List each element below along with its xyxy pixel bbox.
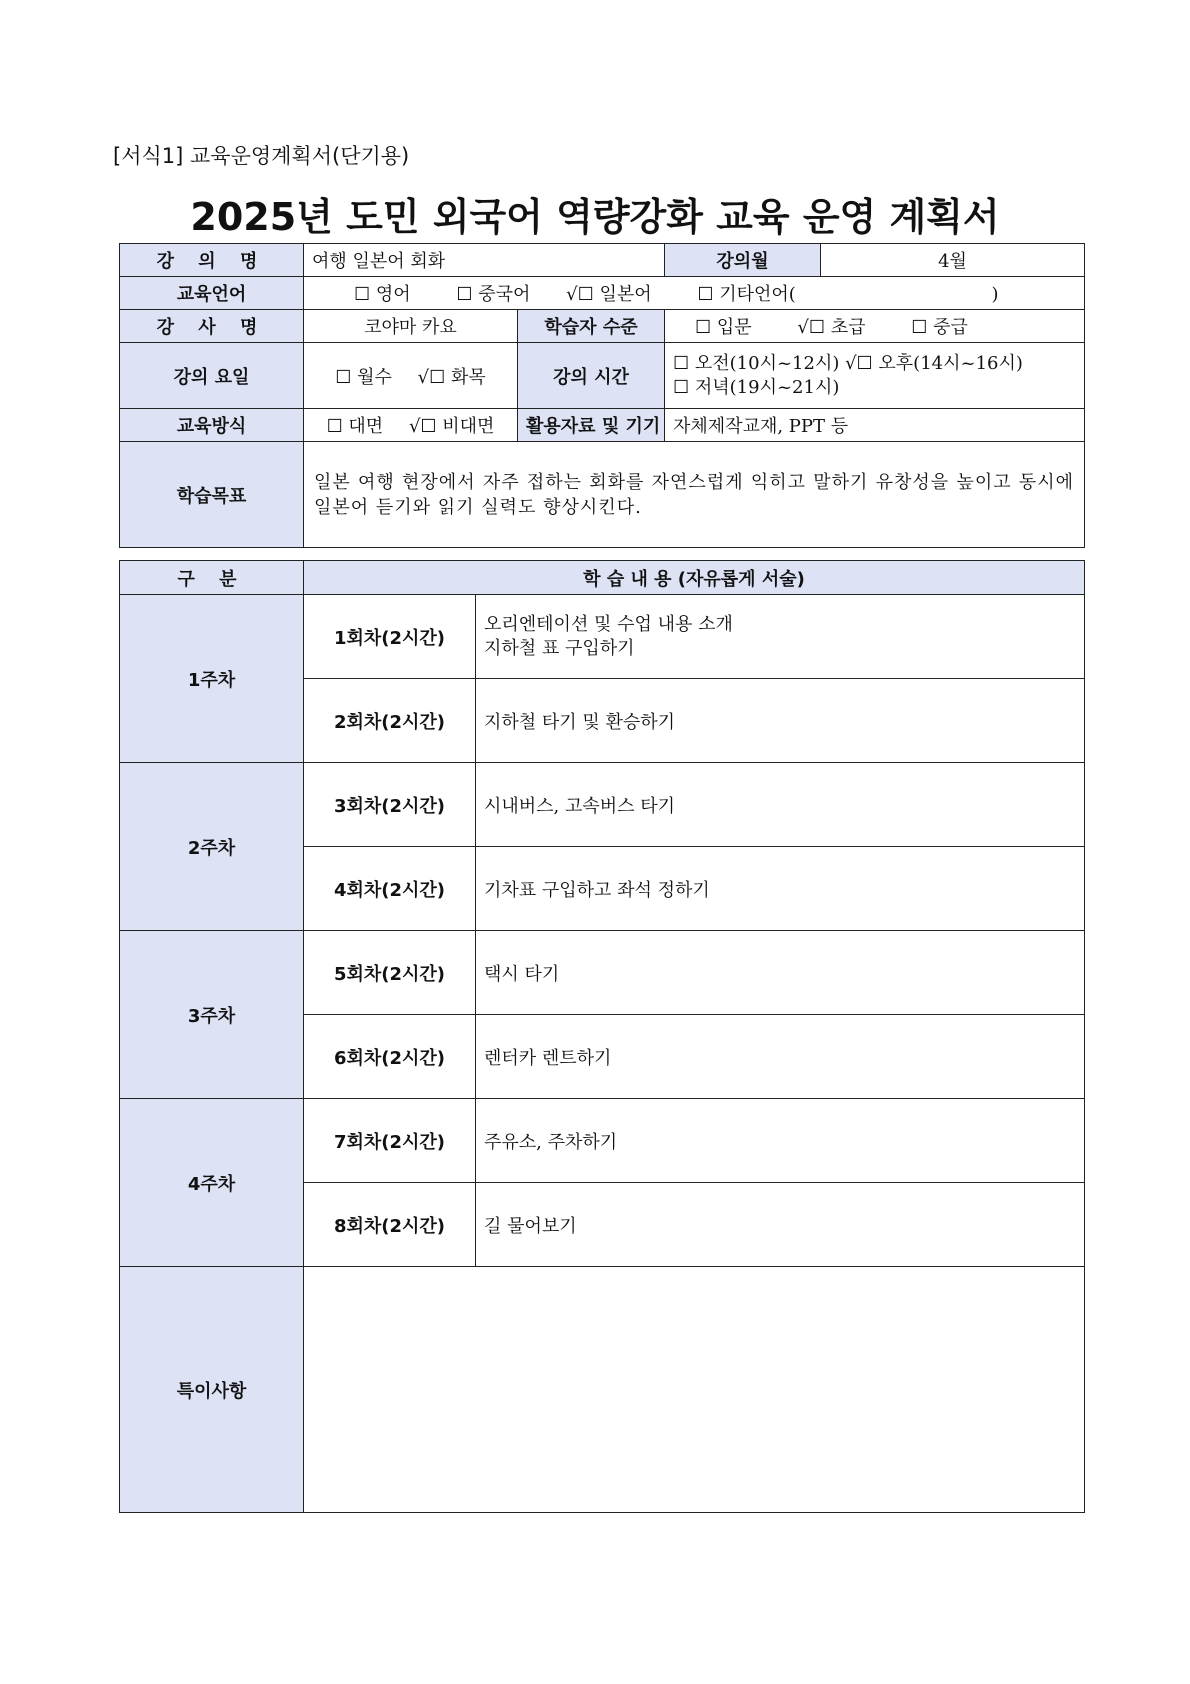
language-option-chinese[interactable]: ☐ 중국어 [456,284,531,305]
remarks-value[interactable] [304,1267,1085,1513]
session-content[interactable]: 주유소, 주차하기 [476,1099,1085,1183]
session-label: 2회차(2시간) [304,679,476,763]
table-row [120,595,1085,679]
days-options [304,343,518,409]
materials-value[interactable]: 자체제작교재, PPT 등 [665,409,1085,442]
level-option-elementary[interactable]: √☐ 초급 [797,317,866,338]
course-info-table [119,243,1085,548]
remarks-row [120,1267,1085,1513]
level-option-beginner[interactable]: ☐ 입문 [695,317,752,338]
instructor-value[interactable]: 코야마 카요 [304,310,518,343]
table-row [120,763,1085,847]
week-label: 1주차 [120,595,304,763]
week-label: 3주차 [120,931,304,1099]
session-label: 3회차(2시간) [304,763,476,847]
remarks-label: 특이사항 [120,1267,304,1513]
session-content[interactable]: 기차표 구입하고 좌석 정하기 [476,847,1085,931]
session-content[interactable]: 렌터카 렌트하기 [476,1015,1085,1099]
session-label: 8회차(2시간) [304,1183,476,1267]
session-label: 5회차(2시간) [304,931,476,1015]
method-option-in-person[interactable]: ☐ 대면 [326,416,384,437]
language-option-other[interactable]: ☐ 기타언어( [697,284,796,305]
days-option-tue-thu[interactable]: √☐ 화목 [417,366,486,388]
row-method [120,409,1085,442]
session-label: 4회차(2시간) [304,847,476,931]
language-options [304,277,1085,310]
document-title: 2025년 도민 외국어 역량강화 교육 운영 계획서 [190,195,1000,239]
row-instructor [120,310,1085,343]
session-content[interactable]: 택시 타기 [476,931,1085,1015]
row-goal [120,442,1085,548]
session-label: 1회차(2시간) [304,595,476,679]
time-label: 강의 시간 [518,343,665,409]
week-label: 4주차 [120,1099,304,1267]
plan-header-row [120,561,1085,595]
session-content[interactable]: 길 물어보기 [476,1183,1085,1267]
week-label: 2주차 [120,763,304,931]
table-row [120,931,1085,1015]
level-option-intermediate[interactable]: ☐ 중급 [911,317,968,338]
session-content[interactable] [476,595,1085,679]
instructor-label: 강 사 명 [120,310,304,343]
session-content-line: 오리엔테이션 및 수업 내용 소개 [484,613,733,635]
table-row [120,1099,1085,1183]
month-value[interactable]: 4월 [821,244,1085,277]
method-label: 교육방식 [120,409,304,442]
goal-value[interactable]: 일본 여행 현장에서 자주 접하는 회화를 자연스럽게 익히고 말하기 유창성을 높이고 동시에 일본어 듣기와 읽기 실력도 향상시킨다. [304,442,1085,548]
language-option-other-close: ) [991,284,999,305]
course-name-label: 강 의 명 [120,244,304,277]
days-option-mon-wed[interactable]: ☐ 월수 [335,366,392,388]
time-options [665,343,1085,409]
row-language [120,277,1085,310]
time-option-evening[interactable]: ☐ 저녁(19시~21시) [673,376,840,398]
time-option-morning-afternoon[interactable]: ☐ 오전(10시~12시) √☐ 오후(14시~16시) [673,352,1023,374]
session-content[interactable]: 지하철 타기 및 환승하기 [476,679,1085,763]
method-option-online[interactable]: √☐ 비대면 [408,416,495,437]
language-option-english[interactable]: ☐ 영어 [354,284,411,305]
goal-label: 학습목표 [120,442,304,548]
method-options [304,409,518,442]
days-label: 강의 요일 [120,343,304,409]
materials-label: 활용자료 및 기기 [518,409,665,442]
row-days-time [120,343,1085,409]
course-name-value[interactable]: 여행 일본어 회화 [304,244,665,277]
language-option-japanese[interactable]: √☐ 일본어 [566,284,652,305]
language-label: 교육언어 [120,277,304,310]
row-course-name [120,244,1085,277]
lesson-plan-table [119,560,1085,1513]
session-label: 6회차(2시간) [304,1015,476,1099]
division-header: 구 분 [120,561,304,595]
level-options [665,310,1085,343]
content-header: 학 습 내 용 (자유롭게 서술) [304,561,1085,595]
month-label: 강의월 [665,244,821,277]
session-content[interactable]: 시내버스, 고속버스 타기 [476,763,1085,847]
session-label: 7회차(2시간) [304,1099,476,1183]
form-label: [서식1] 교육운영계획서(단기용) [113,144,410,168]
session-content-line: 지하철 표 구입하기 [484,637,635,659]
level-label: 학습자 수준 [518,310,665,343]
